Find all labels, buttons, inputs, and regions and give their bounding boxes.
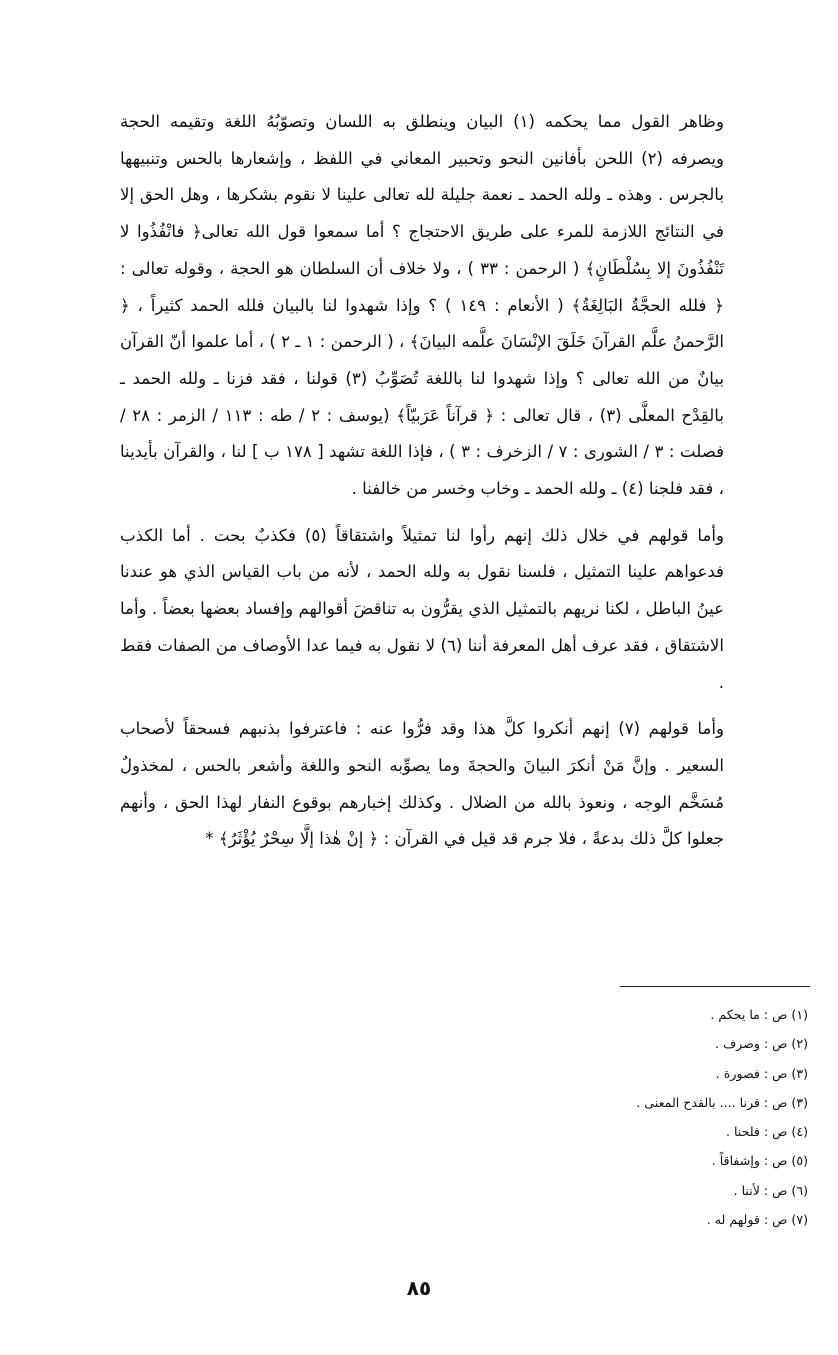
page-number: ٨٥ [406, 1276, 432, 1300]
footnote-separator [620, 986, 810, 987]
paragraph: وأما قولهم في خلال ذلك إنهم رأوا لنا تمثيلاً واشتقاقاً (٥) فكذبٌ بحت . أما الكذب فدعواهم علينا التمثيل ، فلسنا نقول به ولله الحمد ، لأنه من باب القياس الذي هو عندنا عينُ الباطل ، لكنا نريهم بالتمثيل الذي يقرُّون به تناقضَ أقوالهم وإفساد بعضها بعضاً . وأما الاشتقاق ، فقد عرف أهل المعرفة أننا (٦) لا نقول به فيما عدا الأوصاف من الصفات فقط . [120, 525, 724, 692]
footnote: (١) ص : ما يحكم . [710, 1007, 808, 1022]
paragraph: وأما قولهم (٧) إنهم أنكروا كلَّ هذا وقد فرُّوا عنه : فاعترفوا بذنبهم فسحقاً لأصحاب السعير . وإنَّ مَنْ أنكرَ البيانَ والحجةَ وما يصوِّبه النحو واللغة وأشعر بالحس ، لمخذولٌ مُسَخَّم الوجه ، ونعوذ بالله من الضلال . وكذلك إخبارهم بوقوع النفار لهذا الحق ، وأنهم جعلوا كلَّ ذلك بدعةً ، فلا جرم قد قيل في القرآن : ﴿ إنْ هٰذا إلَّا سِحْرٌ يُؤْثَرُ﴾ * [120, 719, 724, 849]
footnote: (٤) ص : فلحنا . [725, 1124, 808, 1140]
footnote: (٢) ص : وصرف . [715, 1036, 808, 1052]
footnote: (٧) ص : قولهم له . [706, 1212, 808, 1228]
footnote: (٣) ص : قرنا .... بالقدح المعنى . [636, 1094, 808, 1110]
footnote: (٣) ص : فصورة . [715, 1065, 808, 1081]
paragraph: وظاهر القول مما يحكمه (١) البيان وينطلق به اللسان وتصوّبُهُ اللغة وتقيمه الحجة ويصرفه (٢) اللحن بأفانين النحو وتحبير المعاني في اللفظ ، وإشعارها بالحس وتنبيهها بالجرس . وهذه ـ ولله الحمد ـ نعمة جليلة لله تعالى علينا لا نقوم بشكرها ، وهل الحق إلا في النتائج اللازمة للمرء على طريق الاحتجاج ؟ أما سمعوا قول الله تعالى﴿ فانْفُذُوا لا تَنْفُذُونَ إلا بِسُلْطَانٍ﴾ ( الرحمن : ٣٣ ) ، ولا خلاف أن السلطان هو الحجة ، وقوله تعالى : ﴿ فلله الحجَّةُ البَالِغَةُ﴾ ( الأنعام : ١٤٩ ) ؟ وإذا شهدوا لنا بالبيان فلله الحمد كثيراً ، ﴿ الرَّحمنُ علَّم القرآنَ خَلَقَ الإنْسَانَ علَّمه البيانَ﴾ ، ( الرحمن : ١ ـ ٢ ) ، أما علموا أنّ القرآن بيانٌ من الله تعالى ؟ وإذا شهدوا لنا باللغة تُصَوِّبُ (٣) قولنا ، فقد فزنا ـ ولله الحمد ـ بالقِدْح المعلَّى (٣) ، قال تعالى : ﴿ قرآناً عَرَبيّاً﴾ (يوسف : ٢ / طه : ١١٣ / الزمر : ٢٨ / فصلت : ٣ / الشورى : ٧ / الزخرف : ٣ ) ، فإذا اللغة تشهد [ ١٧٨ ب ] لنا ، والقرآن بأيدينا ، فقد فلجنا (٤) ـ ولله الحمد ـ وخاب وخسر من خالفنا . [120, 112, 725, 499]
footnotes [448, 1000, 808, 1234]
footnote: (٥) ص : وإشفاقاً . [711, 1153, 808, 1169]
footnote: (٦) ص : لأننا . [733, 1182, 808, 1198]
main-text [120, 104, 724, 858]
